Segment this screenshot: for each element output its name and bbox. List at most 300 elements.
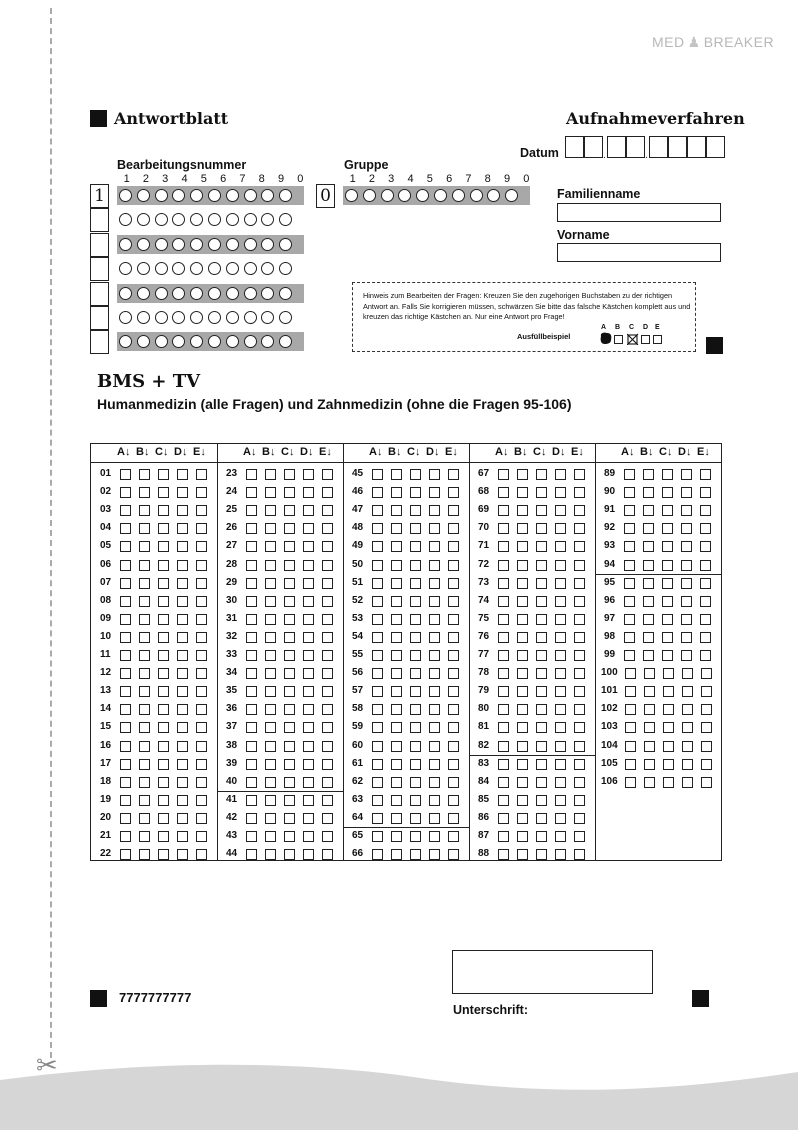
answer-box-a[interactable] bbox=[624, 541, 635, 552]
answer-box-e[interactable] bbox=[322, 849, 333, 860]
answer-box-d[interactable] bbox=[682, 686, 693, 697]
answer-box-e[interactable] bbox=[701, 668, 712, 679]
answer-box-a[interactable] bbox=[120, 704, 131, 715]
answer-box-d[interactable] bbox=[177, 614, 188, 625]
answer-box-a[interactable] bbox=[498, 849, 509, 860]
answer-box-b[interactable] bbox=[644, 668, 655, 679]
answer-box-a[interactable] bbox=[120, 831, 131, 842]
answer-box-c[interactable] bbox=[663, 686, 674, 697]
processing_number-bubble[interactable] bbox=[190, 238, 203, 251]
answer-box-e[interactable] bbox=[574, 849, 585, 860]
answer-box-c[interactable] bbox=[410, 704, 421, 715]
answer-box-c[interactable] bbox=[284, 614, 295, 625]
processing_number-bubble[interactable] bbox=[279, 189, 292, 202]
answer-box-c[interactable] bbox=[662, 487, 673, 498]
answer-box-d[interactable] bbox=[681, 632, 692, 643]
answer-box-d[interactable] bbox=[177, 650, 188, 661]
answer-box-b[interactable] bbox=[643, 469, 654, 480]
answer-box-a[interactable] bbox=[624, 596, 635, 607]
answer-box-e[interactable] bbox=[196, 487, 207, 498]
answer-box-b[interactable] bbox=[139, 741, 150, 752]
answer-box-a[interactable] bbox=[120, 759, 131, 770]
answer-box-c[interactable] bbox=[158, 505, 169, 516]
answer-box-c[interactable] bbox=[410, 668, 421, 679]
answer-box-a[interactable] bbox=[372, 795, 383, 806]
answer-box-a[interactable] bbox=[372, 596, 383, 607]
answer-box-a[interactable] bbox=[624, 614, 635, 625]
answer-box-b[interactable] bbox=[139, 578, 150, 589]
processing_number-digit-box[interactable] bbox=[90, 233, 109, 257]
answer-box-e[interactable] bbox=[574, 741, 585, 752]
answer-box-b[interactable] bbox=[391, 469, 402, 480]
answer-box-e[interactable] bbox=[196, 795, 207, 806]
answer-box-e[interactable] bbox=[448, 487, 459, 498]
answer-box-d[interactable] bbox=[429, 469, 440, 480]
answer-box-d[interactable] bbox=[555, 795, 566, 806]
answer-box-e[interactable] bbox=[196, 596, 207, 607]
group-bubble[interactable] bbox=[381, 189, 394, 202]
answer-box-b[interactable] bbox=[265, 777, 276, 788]
processing_number-bubble[interactable] bbox=[261, 262, 274, 275]
answer-box-d[interactable] bbox=[177, 596, 188, 607]
answer-box-e[interactable] bbox=[448, 686, 459, 697]
answer-box-a[interactable] bbox=[120, 849, 131, 860]
answer-box-c[interactable] bbox=[158, 704, 169, 715]
answer-box-d[interactable] bbox=[177, 578, 188, 589]
answer-box-d[interactable] bbox=[555, 614, 566, 625]
answer-box-a[interactable] bbox=[372, 541, 383, 552]
answer-box-a[interactable] bbox=[624, 650, 635, 661]
answer-box-e[interactable] bbox=[322, 487, 333, 498]
processing_number-bubble[interactable] bbox=[155, 311, 168, 324]
answer-box-b[interactable] bbox=[139, 777, 150, 788]
answer-box-c[interactable] bbox=[284, 704, 295, 715]
answer-box-a[interactable] bbox=[246, 578, 257, 589]
answer-box-a[interactable] bbox=[372, 614, 383, 625]
answer-box-e[interactable] bbox=[701, 686, 712, 697]
answer-box-b[interactable] bbox=[139, 668, 150, 679]
answer-box-e[interactable] bbox=[574, 759, 585, 770]
answer-box-c[interactable] bbox=[284, 650, 295, 661]
answer-box-d[interactable] bbox=[429, 686, 440, 697]
answer-box-c[interactable] bbox=[284, 469, 295, 480]
answer-box-b[interactable] bbox=[391, 650, 402, 661]
answer-box-c[interactable] bbox=[536, 578, 547, 589]
answer-box-d[interactable] bbox=[429, 795, 440, 806]
answer-box-e[interactable] bbox=[322, 650, 333, 661]
answer-box-e[interactable] bbox=[574, 650, 585, 661]
answer-box-a[interactable] bbox=[625, 741, 636, 752]
answer-box-b[interactable] bbox=[265, 578, 276, 589]
answer-box-a[interactable] bbox=[498, 741, 509, 752]
answer-box-d[interactable] bbox=[555, 632, 566, 643]
answer-box-c[interactable] bbox=[663, 777, 674, 788]
answer-box-d[interactable] bbox=[429, 813, 440, 824]
answer-box-e[interactable] bbox=[322, 523, 333, 534]
processing_number-bubble[interactable] bbox=[137, 189, 150, 202]
answer-box-d[interactable] bbox=[303, 704, 314, 715]
answer-box-e[interactable] bbox=[196, 578, 207, 589]
answer-box-e[interactable] bbox=[701, 704, 712, 715]
processing_number-digit-box[interactable]: 1 bbox=[90, 184, 109, 208]
answer-box-e[interactable] bbox=[322, 560, 333, 571]
answer-box-c[interactable] bbox=[663, 704, 674, 715]
answer-box-e[interactable] bbox=[448, 777, 459, 788]
processing_number-bubble[interactable] bbox=[261, 238, 274, 251]
processing_number-bubble[interactable] bbox=[190, 189, 203, 202]
answer-box-a[interactable] bbox=[120, 578, 131, 589]
answer-box-d[interactable] bbox=[555, 668, 566, 679]
answer-box-b[interactable] bbox=[265, 469, 276, 480]
answer-box-e[interactable] bbox=[448, 596, 459, 607]
processing_number-digit-box[interactable] bbox=[90, 208, 109, 232]
processing_number-bubble[interactable] bbox=[261, 213, 274, 226]
answer-box-e[interactable] bbox=[700, 523, 711, 534]
group-bubble[interactable] bbox=[434, 189, 447, 202]
processing_number-bubble[interactable] bbox=[261, 189, 274, 202]
answer-box-b[interactable] bbox=[391, 596, 402, 607]
answer-box-a[interactable] bbox=[120, 686, 131, 697]
answer-box-d[interactable] bbox=[555, 505, 566, 516]
answer-box-a[interactable] bbox=[372, 686, 383, 697]
answer-box-d[interactable] bbox=[429, 759, 440, 770]
processing_number-bubble[interactable] bbox=[172, 311, 185, 324]
answer-box-a[interactable] bbox=[498, 541, 509, 552]
answer-box-b[interactable] bbox=[265, 831, 276, 842]
answer-box-a[interactable] bbox=[246, 759, 257, 770]
answer-box-d[interactable] bbox=[429, 523, 440, 534]
answer-box-c[interactable] bbox=[284, 541, 295, 552]
processing_number-bubble[interactable] bbox=[244, 189, 257, 202]
processing_number-bubble[interactable] bbox=[261, 311, 274, 324]
answer-box-b[interactable] bbox=[139, 596, 150, 607]
answer-box-a[interactable] bbox=[120, 668, 131, 679]
answer-box-c[interactable] bbox=[284, 505, 295, 516]
answer-box-c[interactable] bbox=[410, 469, 421, 480]
answer-box-a[interactable] bbox=[498, 704, 509, 715]
answer-box-c[interactable] bbox=[410, 831, 421, 842]
answer-box-d[interactable] bbox=[177, 469, 188, 480]
processing_number-bubble[interactable] bbox=[119, 311, 132, 324]
answer-box-d[interactable] bbox=[681, 469, 692, 480]
answer-box-e[interactable] bbox=[701, 741, 712, 752]
group-digit-box[interactable]: 0 bbox=[316, 184, 335, 208]
answer-box-a[interactable] bbox=[246, 813, 257, 824]
processing_number-bubble[interactable] bbox=[208, 262, 221, 275]
answer-box-b[interactable] bbox=[517, 741, 528, 752]
answer-box-e[interactable] bbox=[322, 741, 333, 752]
processing_number-bubble[interactable] bbox=[137, 311, 150, 324]
answer-box-a[interactable] bbox=[372, 813, 383, 824]
group-bubble[interactable] bbox=[416, 189, 429, 202]
answer-box-a[interactable] bbox=[372, 560, 383, 571]
answer-box-a[interactable] bbox=[625, 759, 636, 770]
answer-box-e[interactable] bbox=[700, 614, 711, 625]
answer-box-e[interactable] bbox=[196, 560, 207, 571]
answer-box-c[interactable] bbox=[284, 668, 295, 679]
answer-box-b[interactable] bbox=[391, 704, 402, 715]
answer-box-e[interactable] bbox=[322, 759, 333, 770]
answer-box-c[interactable] bbox=[662, 523, 673, 534]
answer-box-d[interactable] bbox=[555, 849, 566, 860]
answer-box-e[interactable] bbox=[196, 813, 207, 824]
processing_number-bubble[interactable] bbox=[190, 335, 203, 348]
answer-box-e[interactable] bbox=[448, 505, 459, 516]
answer-box-e[interactable] bbox=[196, 741, 207, 752]
answer-box-b[interactable] bbox=[391, 578, 402, 589]
answer-box-d[interactable] bbox=[177, 831, 188, 842]
answer-box-b[interactable] bbox=[265, 632, 276, 643]
answer-box-d[interactable] bbox=[177, 813, 188, 824]
answer-box-e[interactable] bbox=[448, 560, 459, 571]
answer-box-c[interactable] bbox=[536, 704, 547, 715]
answer-box-a[interactable] bbox=[372, 505, 383, 516]
answer-box-d[interactable] bbox=[303, 795, 314, 806]
answer-box-a[interactable] bbox=[120, 469, 131, 480]
answer-box-c[interactable] bbox=[410, 614, 421, 625]
answer-box-e[interactable] bbox=[448, 741, 459, 752]
answer-box-b[interactable] bbox=[517, 632, 528, 643]
answer-box-e[interactable] bbox=[448, 704, 459, 715]
processing_number-bubble[interactable] bbox=[190, 213, 203, 226]
answer-box-a[interactable] bbox=[246, 614, 257, 625]
answer-box-a[interactable] bbox=[498, 487, 509, 498]
answer-box-c[interactable] bbox=[536, 686, 547, 697]
group-bubble[interactable] bbox=[470, 189, 483, 202]
answer-box-b[interactable] bbox=[643, 505, 654, 516]
answer-box-e[interactable] bbox=[448, 578, 459, 589]
answer-box-b[interactable] bbox=[265, 849, 276, 860]
answer-box-e[interactable] bbox=[574, 813, 585, 824]
answer-box-b[interactable] bbox=[643, 596, 654, 607]
answer-box-b[interactable] bbox=[139, 632, 150, 643]
processing_number-bubble[interactable] bbox=[208, 238, 221, 251]
answer-box-c[interactable] bbox=[284, 596, 295, 607]
answer-box-c[interactable] bbox=[284, 523, 295, 534]
processing_number-bubble[interactable] bbox=[172, 189, 185, 202]
answer-box-d[interactable] bbox=[177, 795, 188, 806]
answer-box-a[interactable] bbox=[246, 632, 257, 643]
answer-box-d[interactable] bbox=[303, 541, 314, 552]
group-bubble[interactable] bbox=[452, 189, 465, 202]
answer-box-a[interactable] bbox=[372, 722, 383, 733]
answer-box-a[interactable] bbox=[372, 650, 383, 661]
answer-box-a[interactable] bbox=[372, 831, 383, 842]
processing_number-bubble[interactable] bbox=[226, 287, 239, 300]
answer-box-a[interactable] bbox=[120, 614, 131, 625]
answer-box-c[interactable] bbox=[536, 741, 547, 752]
firstname-field[interactable] bbox=[557, 243, 721, 262]
answer-box-c[interactable] bbox=[284, 578, 295, 589]
answer-box-c[interactable] bbox=[662, 632, 673, 643]
answer-box-a[interactable] bbox=[498, 560, 509, 571]
answer-box-d[interactable] bbox=[303, 777, 314, 788]
answer-box-d[interactable] bbox=[177, 487, 188, 498]
processing_number-bubble[interactable] bbox=[226, 238, 239, 251]
answer-box-a[interactable] bbox=[498, 578, 509, 589]
processing_number-bubble[interactable] bbox=[155, 262, 168, 275]
processing_number-bubble[interactable] bbox=[190, 311, 203, 324]
answer-box-c[interactable] bbox=[284, 632, 295, 643]
answer-box-c[interactable] bbox=[536, 849, 547, 860]
answer-box-c[interactable] bbox=[410, 777, 421, 788]
answer-box-d[interactable] bbox=[303, 741, 314, 752]
answer-box-b[interactable] bbox=[643, 614, 654, 625]
answer-box-a[interactable] bbox=[498, 523, 509, 534]
answer-box-c[interactable] bbox=[536, 505, 547, 516]
answer-box-b[interactable] bbox=[391, 487, 402, 498]
answer-box-e[interactable] bbox=[448, 831, 459, 842]
processing_number-bubble[interactable] bbox=[137, 287, 150, 300]
answer-box-a[interactable] bbox=[372, 759, 383, 770]
answer-box-e[interactable] bbox=[448, 469, 459, 480]
answer-box-b[interactable] bbox=[517, 596, 528, 607]
processing_number-bubble[interactable] bbox=[279, 262, 292, 275]
answer-box-a[interactable] bbox=[498, 469, 509, 480]
answer-box-c[interactable] bbox=[662, 505, 673, 516]
answer-box-c[interactable] bbox=[536, 469, 547, 480]
answer-box-a[interactable] bbox=[372, 487, 383, 498]
answer-box-d[interactable] bbox=[429, 650, 440, 661]
answer-box-a[interactable] bbox=[120, 813, 131, 824]
processing_number-bubble[interactable] bbox=[119, 335, 132, 348]
answer-box-b[interactable] bbox=[139, 795, 150, 806]
answer-box-d[interactable] bbox=[429, 668, 440, 679]
processing_number-bubble[interactable] bbox=[119, 287, 132, 300]
answer-box-e[interactable] bbox=[574, 578, 585, 589]
processing_number-bubble[interactable] bbox=[244, 335, 257, 348]
answer-box-e[interactable] bbox=[196, 722, 207, 733]
answer-box-b[interactable] bbox=[139, 487, 150, 498]
answer-box-a[interactable] bbox=[498, 596, 509, 607]
answer-box-a[interactable] bbox=[120, 795, 131, 806]
answer-box-d[interactable] bbox=[177, 777, 188, 788]
answer-box-d[interactable] bbox=[555, 560, 566, 571]
answer-box-c[interactable] bbox=[158, 741, 169, 752]
answer-box-b[interactable] bbox=[139, 759, 150, 770]
answer-box-a[interactable] bbox=[246, 795, 257, 806]
processing_number-bubble[interactable] bbox=[208, 189, 221, 202]
answer-box-e[interactable] bbox=[448, 523, 459, 534]
answer-box-c[interactable] bbox=[284, 722, 295, 733]
answer-box-d[interactable] bbox=[681, 650, 692, 661]
answer-box-c[interactable] bbox=[662, 578, 673, 589]
answer-box-b[interactable] bbox=[644, 759, 655, 770]
processing_number-digit-box[interactable] bbox=[90, 257, 109, 281]
answer-box-c[interactable] bbox=[536, 614, 547, 625]
answer-box-d[interactable] bbox=[177, 668, 188, 679]
answer-box-a[interactable] bbox=[625, 686, 636, 697]
answer-box-e[interactable] bbox=[322, 578, 333, 589]
processing_number-bubble[interactable] bbox=[208, 311, 221, 324]
answer-box-d[interactable] bbox=[303, 505, 314, 516]
answer-box-a[interactable] bbox=[498, 686, 509, 697]
answer-box-c[interactable] bbox=[158, 650, 169, 661]
answer-box-c[interactable] bbox=[536, 759, 547, 770]
answer-box-c[interactable] bbox=[158, 560, 169, 571]
processing_number-digit-box[interactable] bbox=[90, 306, 109, 330]
answer-box-c[interactable] bbox=[410, 541, 421, 552]
answer-box-b[interactable] bbox=[391, 831, 402, 842]
answer-box-e[interactable] bbox=[196, 849, 207, 860]
answer-box-a[interactable] bbox=[372, 849, 383, 860]
answer-box-a[interactable] bbox=[246, 541, 257, 552]
answer-box-b[interactable] bbox=[265, 759, 276, 770]
answer-box-d[interactable] bbox=[429, 614, 440, 625]
answer-box-d[interactable] bbox=[429, 722, 440, 733]
answer-box-b[interactable] bbox=[517, 813, 528, 824]
answer-box-d[interactable] bbox=[303, 722, 314, 733]
answer-box-d[interactable] bbox=[682, 759, 693, 770]
answer-box-c[interactable] bbox=[410, 813, 421, 824]
answer-box-c[interactable] bbox=[536, 632, 547, 643]
answer-box-b[interactable] bbox=[517, 487, 528, 498]
answer-box-e[interactable] bbox=[700, 560, 711, 571]
answer-box-b[interactable] bbox=[391, 759, 402, 770]
answer-box-c[interactable] bbox=[662, 650, 673, 661]
processing_number-bubble[interactable] bbox=[119, 213, 132, 226]
answer-box-b[interactable] bbox=[517, 704, 528, 715]
answer-box-c[interactable] bbox=[284, 831, 295, 842]
answer-box-e[interactable] bbox=[448, 722, 459, 733]
answer-box-c[interactable] bbox=[284, 741, 295, 752]
answer-box-e[interactable] bbox=[196, 469, 207, 480]
answer-box-a[interactable] bbox=[624, 560, 635, 571]
answer-box-e[interactable] bbox=[322, 777, 333, 788]
answer-box-a[interactable] bbox=[120, 596, 131, 607]
group-bubble[interactable] bbox=[487, 189, 500, 202]
processing_number-bubble[interactable] bbox=[226, 213, 239, 226]
answer-box-e[interactable] bbox=[448, 541, 459, 552]
processing_number-bubble[interactable] bbox=[172, 238, 185, 251]
answer-box-e[interactable] bbox=[700, 578, 711, 589]
answer-box-e[interactable] bbox=[322, 704, 333, 715]
answer-box-d[interactable] bbox=[177, 523, 188, 534]
answer-box-a[interactable] bbox=[246, 596, 257, 607]
answer-box-c[interactable] bbox=[663, 759, 674, 770]
processing_number-bubble[interactable] bbox=[244, 213, 257, 226]
answer-box-b[interactable] bbox=[391, 523, 402, 534]
answer-box-b[interactable] bbox=[517, 722, 528, 733]
answer-box-a[interactable] bbox=[246, 831, 257, 842]
answer-box-b[interactable] bbox=[517, 795, 528, 806]
answer-box-e[interactable] bbox=[574, 560, 585, 571]
answer-box-d[interactable] bbox=[429, 541, 440, 552]
answer-box-b[interactable] bbox=[517, 469, 528, 480]
answer-box-a[interactable] bbox=[246, 722, 257, 733]
answer-box-e[interactable] bbox=[574, 596, 585, 607]
answer-box-d[interactable] bbox=[429, 578, 440, 589]
answer-box-a[interactable] bbox=[372, 741, 383, 752]
processing_number-bubble[interactable] bbox=[155, 189, 168, 202]
answer-box-a[interactable] bbox=[120, 505, 131, 516]
answer-box-d[interactable] bbox=[177, 686, 188, 697]
answer-box-c[interactable] bbox=[410, 560, 421, 571]
answer-box-a[interactable] bbox=[120, 632, 131, 643]
answer-box-d[interactable] bbox=[555, 831, 566, 842]
answer-box-b[interactable] bbox=[265, 668, 276, 679]
answer-box-d[interactable] bbox=[681, 578, 692, 589]
answer-box-a[interactable] bbox=[624, 469, 635, 480]
answer-box-c[interactable] bbox=[536, 813, 547, 824]
answer-box-e[interactable] bbox=[322, 722, 333, 733]
answer-box-a[interactable] bbox=[624, 505, 635, 516]
answer-box-c[interactable] bbox=[158, 795, 169, 806]
answer-box-b[interactable] bbox=[265, 596, 276, 607]
processing_number-bubble[interactable] bbox=[155, 287, 168, 300]
answer-box-d[interactable] bbox=[555, 650, 566, 661]
answer-box-b[interactable] bbox=[517, 505, 528, 516]
